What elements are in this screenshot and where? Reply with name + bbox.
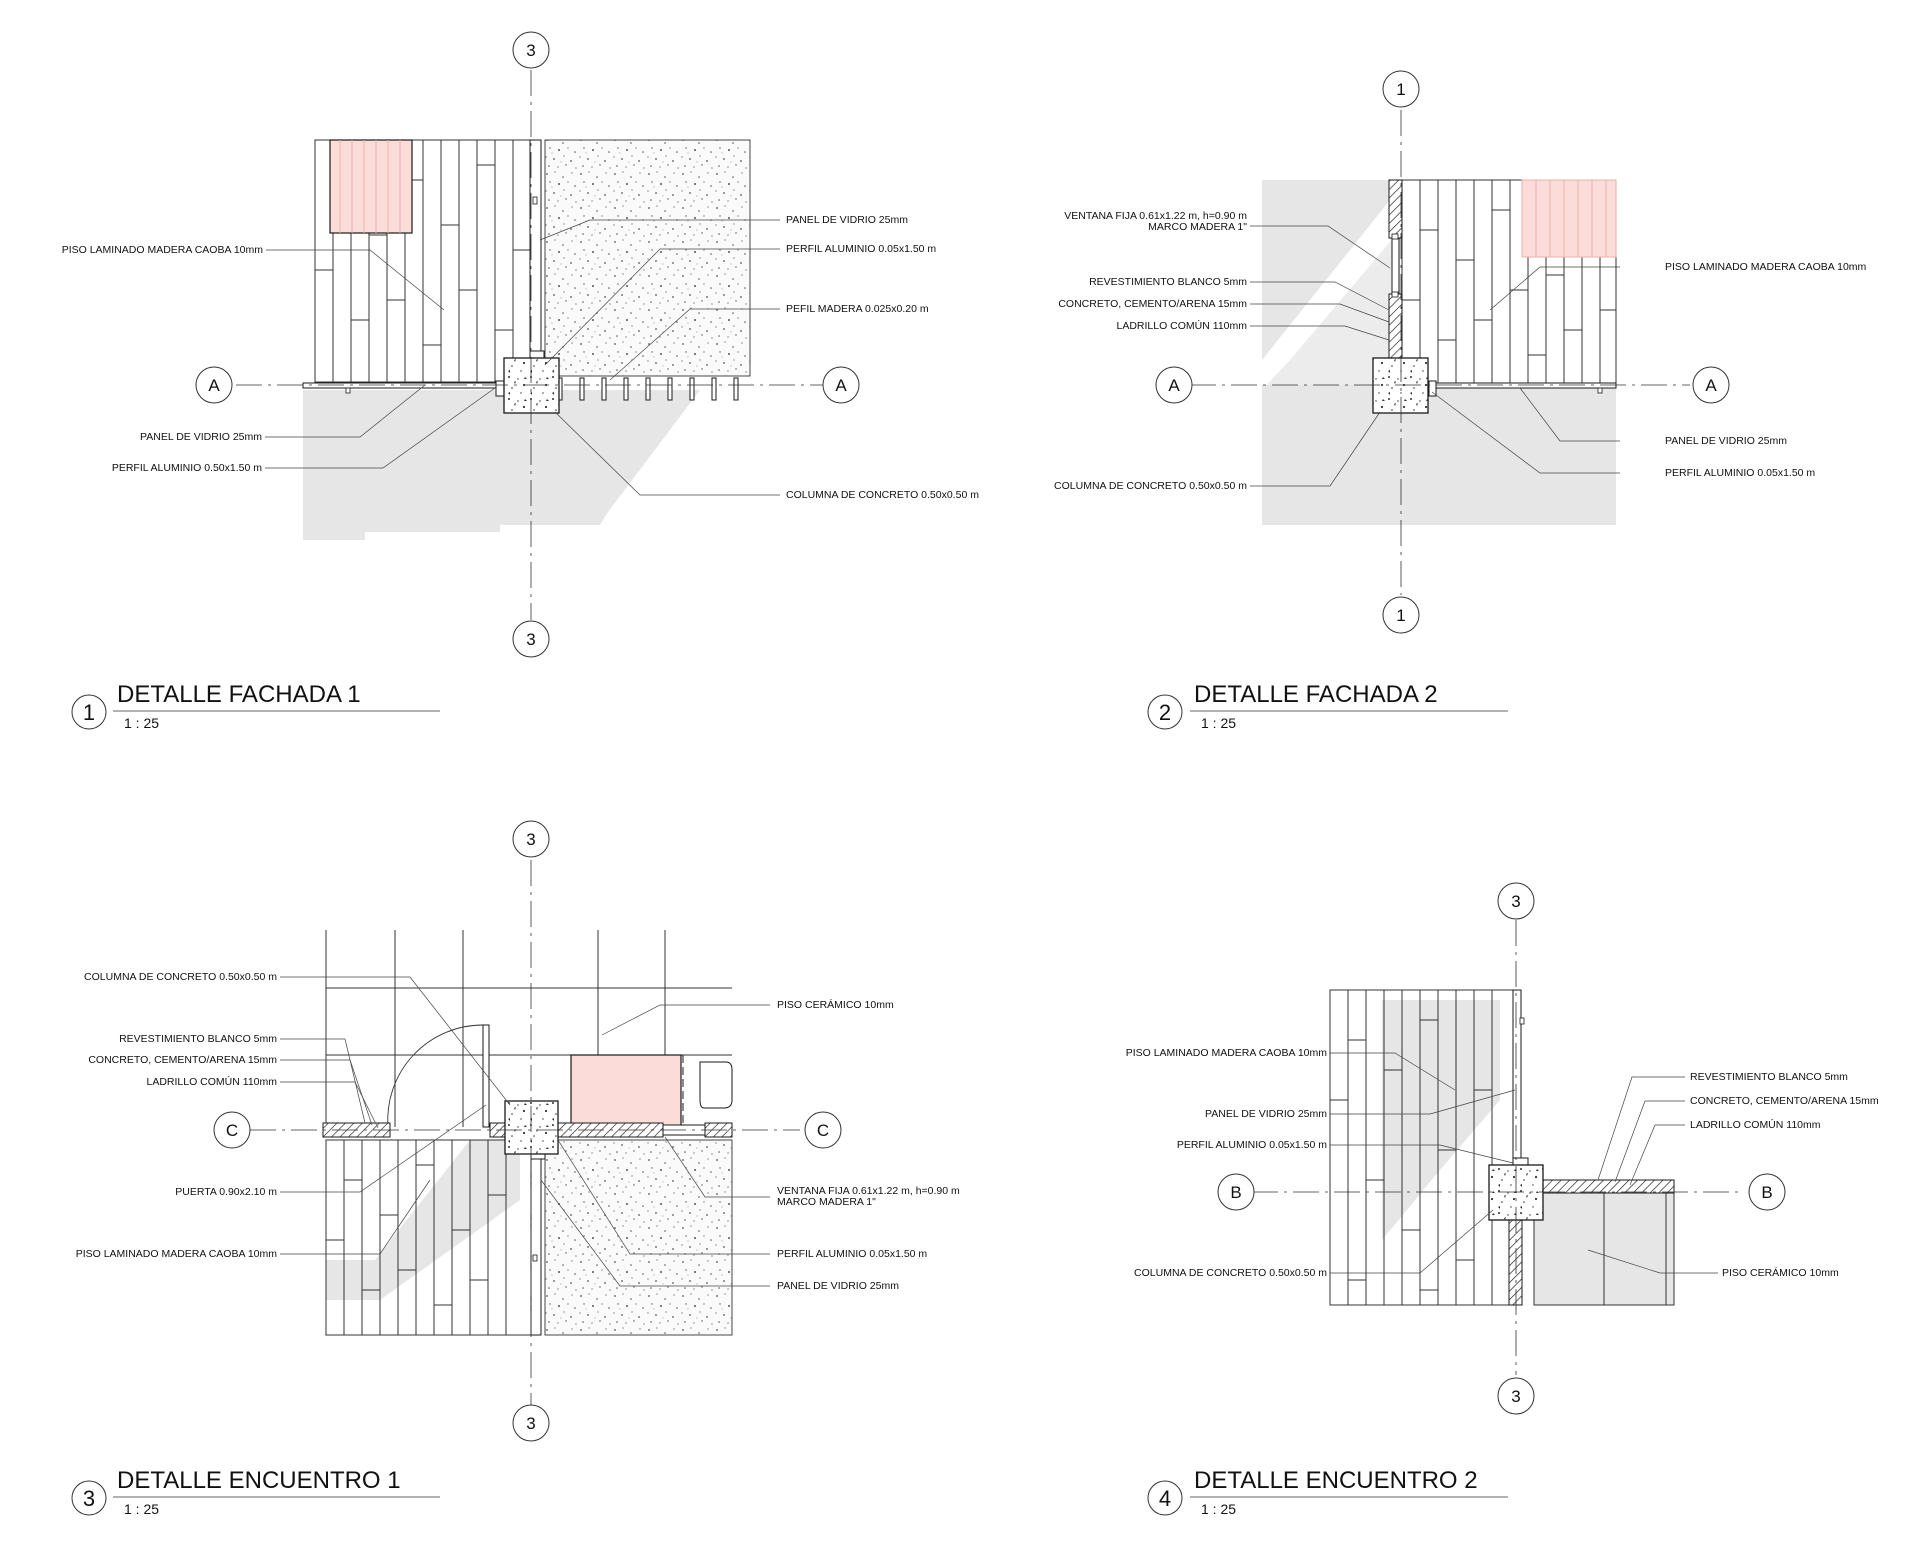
svg-text:3: 3 xyxy=(526,830,536,849)
detail-scale: 1 : 25 xyxy=(1201,715,1237,731)
annotation-label: CONCRETO, CEMENTO/ARENA 15mm xyxy=(88,1054,277,1066)
gravel-area xyxy=(545,140,750,376)
concrete-column xyxy=(505,1101,558,1154)
svg-text:A: A xyxy=(1705,376,1717,395)
grid-bubble-top xyxy=(1498,883,1534,919)
svg-text:3: 3 xyxy=(1511,892,1521,911)
detail-number: 4 xyxy=(1158,1486,1172,1511)
svg-text:C: C xyxy=(816,1121,830,1140)
grid-bubble-right xyxy=(805,1112,841,1148)
annotation-label: PERFIL ALUMINIO 0.05x1.50 m xyxy=(1665,467,1816,479)
annotation-label: PERFIL ALUMINIO 0.05x1.50 m xyxy=(777,1248,928,1260)
grid-bubble-bottom xyxy=(1383,597,1419,633)
svg-text:A: A xyxy=(835,376,847,395)
detail-number: 2 xyxy=(1158,700,1172,725)
grid-bubble-right xyxy=(1749,1174,1785,1210)
sink-icon xyxy=(700,1062,732,1108)
svg-text:3: 3 xyxy=(1511,1387,1521,1406)
annotation-label: PANEL DE VIDRIO 25mm xyxy=(777,1280,899,1292)
glass-panel xyxy=(530,140,541,358)
detail-1 xyxy=(62,32,980,731)
annotation-label: PANEL DE VIDRIO 25mm xyxy=(1665,435,1787,447)
svg-text:C: C xyxy=(225,1121,239,1140)
grid-bubble-bottom xyxy=(513,1405,549,1441)
grid-bubble-left xyxy=(1218,1174,1254,1210)
annotation-label: REVESTIMIENTO BLANCO 5mm xyxy=(1089,276,1247,288)
svg-text:3: 3 xyxy=(526,630,536,649)
annotation-label: PISO LAMINADO MADERA CAOBA 10mm xyxy=(75,1248,277,1260)
annotation-label: COLUMNA DE CONCRETO 0.50x0.50 m xyxy=(786,489,979,501)
shadow-area xyxy=(303,390,700,540)
annotation-label: PISO CERÁMICO 10mm xyxy=(1722,1267,1839,1279)
annotation-label: LADRILLO COMÚN 110mm xyxy=(1690,1119,1821,1131)
brick-wall xyxy=(1509,1220,1522,1305)
annotation-label: VENTANA FIJA 0.61x1.22 m, h=0.90 m xyxy=(777,1185,960,1197)
detail-title: DETALLE ENCUENTRO 1 xyxy=(117,1467,401,1494)
brick-wall xyxy=(1543,1180,1674,1193)
detail-title-block xyxy=(1148,681,1508,731)
annotation-label: MARCO MADERA 1" xyxy=(777,1196,876,1208)
svg-text:3: 3 xyxy=(526,41,536,60)
annotation-label: PANEL DE VIDRIO 25mm xyxy=(1205,1108,1327,1120)
detail-3 xyxy=(72,821,960,1517)
annotation-label: LADRILLO COMÚN 110mm xyxy=(146,1076,277,1088)
annotation-label: COLUMNA DE CONCRETO 0.50x0.50 m xyxy=(84,971,277,983)
shadow-area xyxy=(326,1140,520,1300)
pink-counter xyxy=(571,1055,681,1127)
annotation-label: PERFIL ALUMINIO 0.05x1.50 m xyxy=(786,243,937,255)
annotation-label: LADRILLO COMÚN 110mm xyxy=(1116,320,1247,332)
detail-2 xyxy=(1054,71,1867,731)
annotation-label: PUERTA 0.90x2.10 m xyxy=(175,1186,277,1198)
annotation-label: REVESTIMIENTO BLANCO 5mm xyxy=(119,1033,277,1045)
detail-scale: 1 : 25 xyxy=(124,1501,160,1517)
glass-panel xyxy=(1513,990,1521,1158)
annotation-label: COLUMNA DE CONCRETO 0.50x0.50 m xyxy=(1054,480,1247,492)
gravel-area xyxy=(545,1140,732,1335)
svg-text:A: A xyxy=(208,376,220,395)
svg-text:A: A xyxy=(1168,376,1180,395)
annotation-label: PERFIL ALUMINIO 0.05x1.50 m xyxy=(1176,1139,1327,1151)
grid-bubble-bottom xyxy=(1498,1378,1534,1414)
detail-scale: 1 : 25 xyxy=(124,715,160,731)
annotation-label: MARCO MADERA 1" xyxy=(1148,221,1247,233)
annotation-label: PISO LAMINADO MADERA CAOBA 10mm xyxy=(1125,1047,1327,1059)
annotation-label: PISO LAMINADO MADERA CAOBA 10mm xyxy=(61,244,263,256)
fixed-window xyxy=(1392,238,1399,294)
concrete-column xyxy=(504,358,559,413)
svg-text:1: 1 xyxy=(1396,606,1406,625)
grid-bubble-right xyxy=(1693,367,1729,403)
detail-scale: 1 : 25 xyxy=(1201,1501,1237,1517)
door-swing xyxy=(388,1025,483,1127)
svg-text:1: 1 xyxy=(1396,80,1406,99)
detail-title-block xyxy=(1148,1467,1508,1517)
grid-bubble-top xyxy=(513,32,549,68)
grid-bubble-right xyxy=(823,367,859,403)
annotation-label: CONCRETO, CEMENTO/ARENA 15mm xyxy=(1690,1095,1879,1107)
shadow-area xyxy=(1382,1000,1500,1240)
grid-bubble-left xyxy=(1156,367,1192,403)
detail-title: DETALLE ENCUENTRO 2 xyxy=(1194,1467,1478,1494)
grid-bubble-top xyxy=(1383,71,1419,107)
shadow-area xyxy=(1262,385,1616,525)
annotation-label: PISO LAMINADO MADERA CAOBA 10mm xyxy=(1665,261,1867,273)
glass-panel-horizontal xyxy=(303,383,503,388)
brick-wall xyxy=(1389,180,1402,238)
detail-number: 1 xyxy=(82,700,96,725)
detail-title: DETALLE FACHADA 2 xyxy=(1194,681,1438,708)
annotation-label: CONCRETO, CEMENTO/ARENA 15mm xyxy=(1058,298,1247,310)
detail-number: 3 xyxy=(82,1486,96,1511)
brick-wall xyxy=(1389,294,1402,358)
grid-bubble-left xyxy=(196,367,232,403)
annotation-label: PERFIL ALUMINIO 0.50x1.50 m xyxy=(111,462,262,474)
glass-panel xyxy=(531,1152,541,1335)
detail-title-block xyxy=(72,681,440,731)
glass-panel-horizontal xyxy=(1426,383,1616,388)
detail-title: DETALLE FACHADA 1 xyxy=(117,681,361,708)
annotation-label: VENTANA FIJA 0.61x1.22 m, h=0.90 m xyxy=(1064,210,1247,222)
grid-bubble-top xyxy=(513,821,549,857)
annotation-label: COLUMNA DE CONCRETO 0.50x0.50 m xyxy=(1134,1267,1327,1279)
annotation-label: PANEL DE VIDRIO 25mm xyxy=(140,431,262,443)
annotation-label: PISO CERÁMICO 10mm xyxy=(777,999,894,1011)
grid-bubble-bottom xyxy=(513,621,549,657)
annotation-label: PANEL DE VIDRIO 25mm xyxy=(786,214,908,226)
detail-title-block xyxy=(72,1467,440,1517)
svg-text:3: 3 xyxy=(526,1414,536,1433)
annotation-label: REVESTIMIENTO BLANCO 5mm xyxy=(1690,1071,1848,1083)
svg-text:B: B xyxy=(1761,1183,1773,1202)
svg-text:B: B xyxy=(1230,1183,1242,1202)
concrete-column xyxy=(1373,358,1428,413)
annotation-label: PEFIL MADERA 0.025x0.20 m xyxy=(786,303,929,315)
door-leaf xyxy=(483,1025,489,1127)
grid-bubble-left xyxy=(214,1112,250,1148)
detail-4 xyxy=(1126,883,1879,1517)
